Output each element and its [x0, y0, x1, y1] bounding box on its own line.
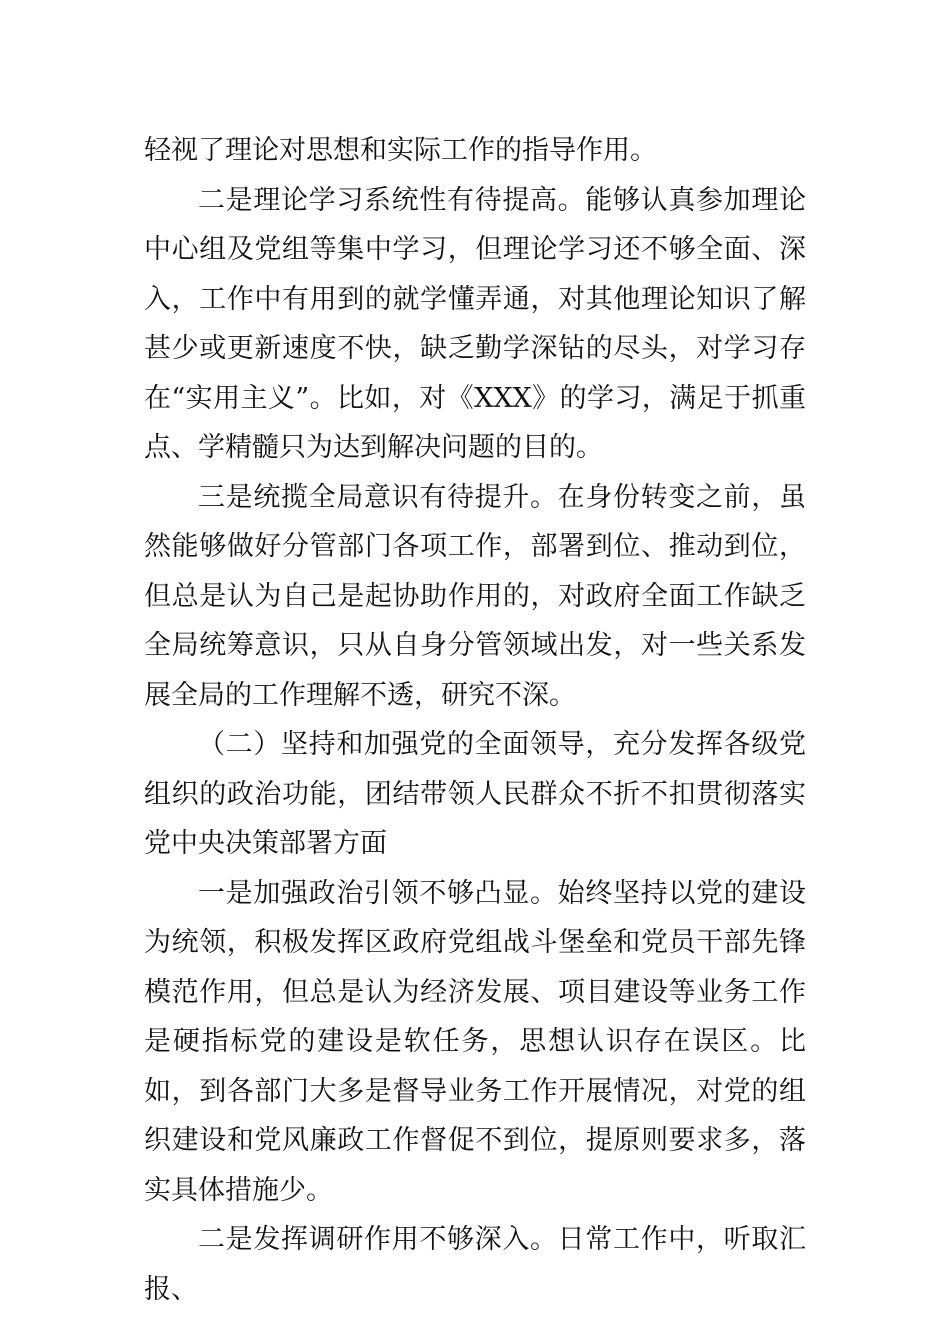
paragraph-research-role: 二是发挥调研作用不够深入。日常工作中，听取汇报、 — [144, 1224, 806, 1305]
paragraph-overall-awareness: 三是统揽全局意识有待提升。在身份转变之前，虽然能够做好分管部门各项工作，部署到位、推动到位，但总是认为自己是起协助作用的，对政府全面工作缺乏全局统筹意识，只从自身分管领域出发，对一些关系发展全局的工作理解不透，研究不深。 — [144, 481, 806, 711]
paragraph-political-leadership: 一是加强政治引领不够凸显。始终坚持以党的建设为统领，积极发挥区政府党组战斗堡垒和党员干部先锋模范作用，但总是认为经济发展、项目建设等业务工作是硬指标党的建设是软任务，思想认识存在误区。比如，到各部门大多是督导业务工作开展情况，对党的组织建设和党风廉政工作督促不到位，提原则要求多，落实具体措施少。 — [144, 877, 806, 1206]
section-heading-2: （二）坚持和加强党的全面领导，充分发挥各级党组织的政治功能，团结带领人民群众不折不扣贯彻落实党中央决策部署方面 — [144, 729, 806, 859]
paragraph-continuation: 轻视了理论对思想和实际工作的指导作用。 — [144, 135, 657, 166]
body-text — [144, 126, 806, 1314]
paragraph-theory-study: 二是理论学习系统性有待提高。能够认真参加理论中心组及党组等集中学习，但理论学习还不够全面、深入，工作中有用到的就学懂弄通，对其他理论知识了解甚少或更新速度不快，缺乏勤学深钻的尽头，对学习存在“实用主义”。比如，对《XXX》的学习，满足于抓重点、学精髓只为达到解决问题的目的。 — [144, 184, 806, 463]
